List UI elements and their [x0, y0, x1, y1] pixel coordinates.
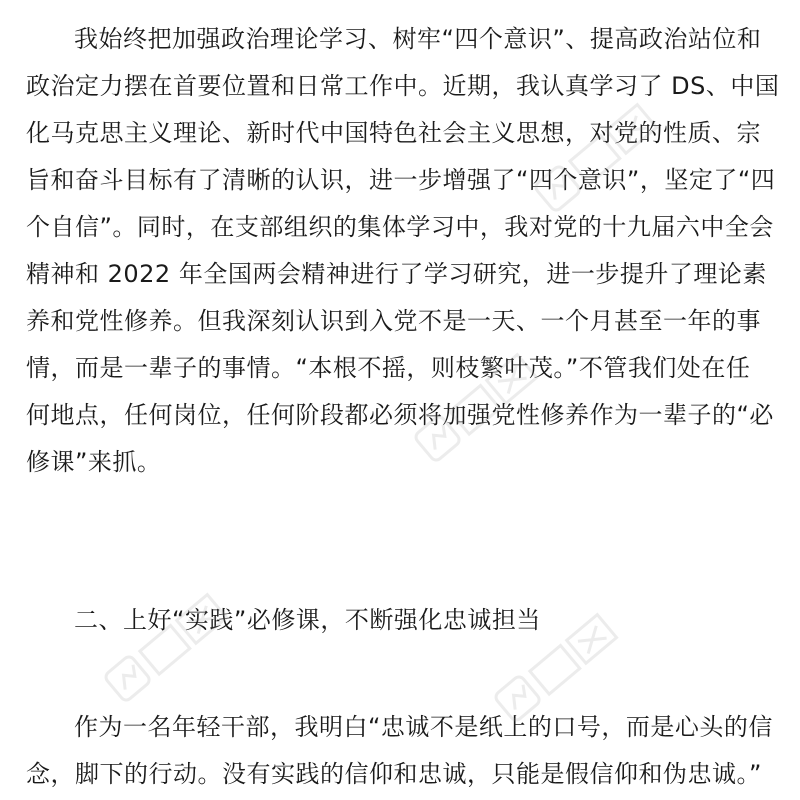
section-heading: 二、上好“实践”必修课，不断强化忠诚担当 [74, 606, 541, 634]
paragraph-2 [26, 704, 786, 798]
paragraph-line: 作为一名年轻干部，我明白“忠诚不是纸上的口号，而是心头的信 [74, 713, 773, 741]
paragraph-line: 情，而是一辈子的事情。“本根不摇，则枝繁叶茂。”不管我们处在任 [26, 354, 751, 382]
paragraph-line: 修课”来抓。 [26, 448, 162, 476]
paragraph-line: 个自信”。同时，在支部组织的集体学习中，我对党的十九届六中全会 [26, 213, 774, 241]
paragraph-line: 何地点，任何岗位，任何阶段都必须将加强党性修养作为一辈子的“必 [26, 401, 774, 429]
paragraph-line: 化马克思主义理论、新时代中国特色社会主义思想，对党的性质、宗 [26, 119, 761, 147]
paragraph-line: 政治定力摆在首要位置和日常工作中。近期，我认真学习了 DS、中国 [26, 72, 780, 100]
paragraph-line: 我始终把加强政治理论学习、树牢“四个意识”、提高政治站位和 [74, 25, 762, 53]
paragraph-line: 旨和奋斗目标有了清晰的认识，进一步增强了“四个意识”，坚定了“四 [26, 166, 776, 194]
paragraph-1 [26, 0, 786, 486]
paragraph-line: 念，脚下的行动。没有实践的信仰和忠诚，只能是假信仰和伪忠诚。” [26, 760, 762, 788]
paragraph-line: 养和党性修养。但我深刻认识到入党不是一天、一个月甚至一年的事 [26, 307, 761, 335]
paragraph-line: 精神和 2022 年全国两会精神进行了学习研究，进一步提升了理论素 [26, 260, 767, 288]
